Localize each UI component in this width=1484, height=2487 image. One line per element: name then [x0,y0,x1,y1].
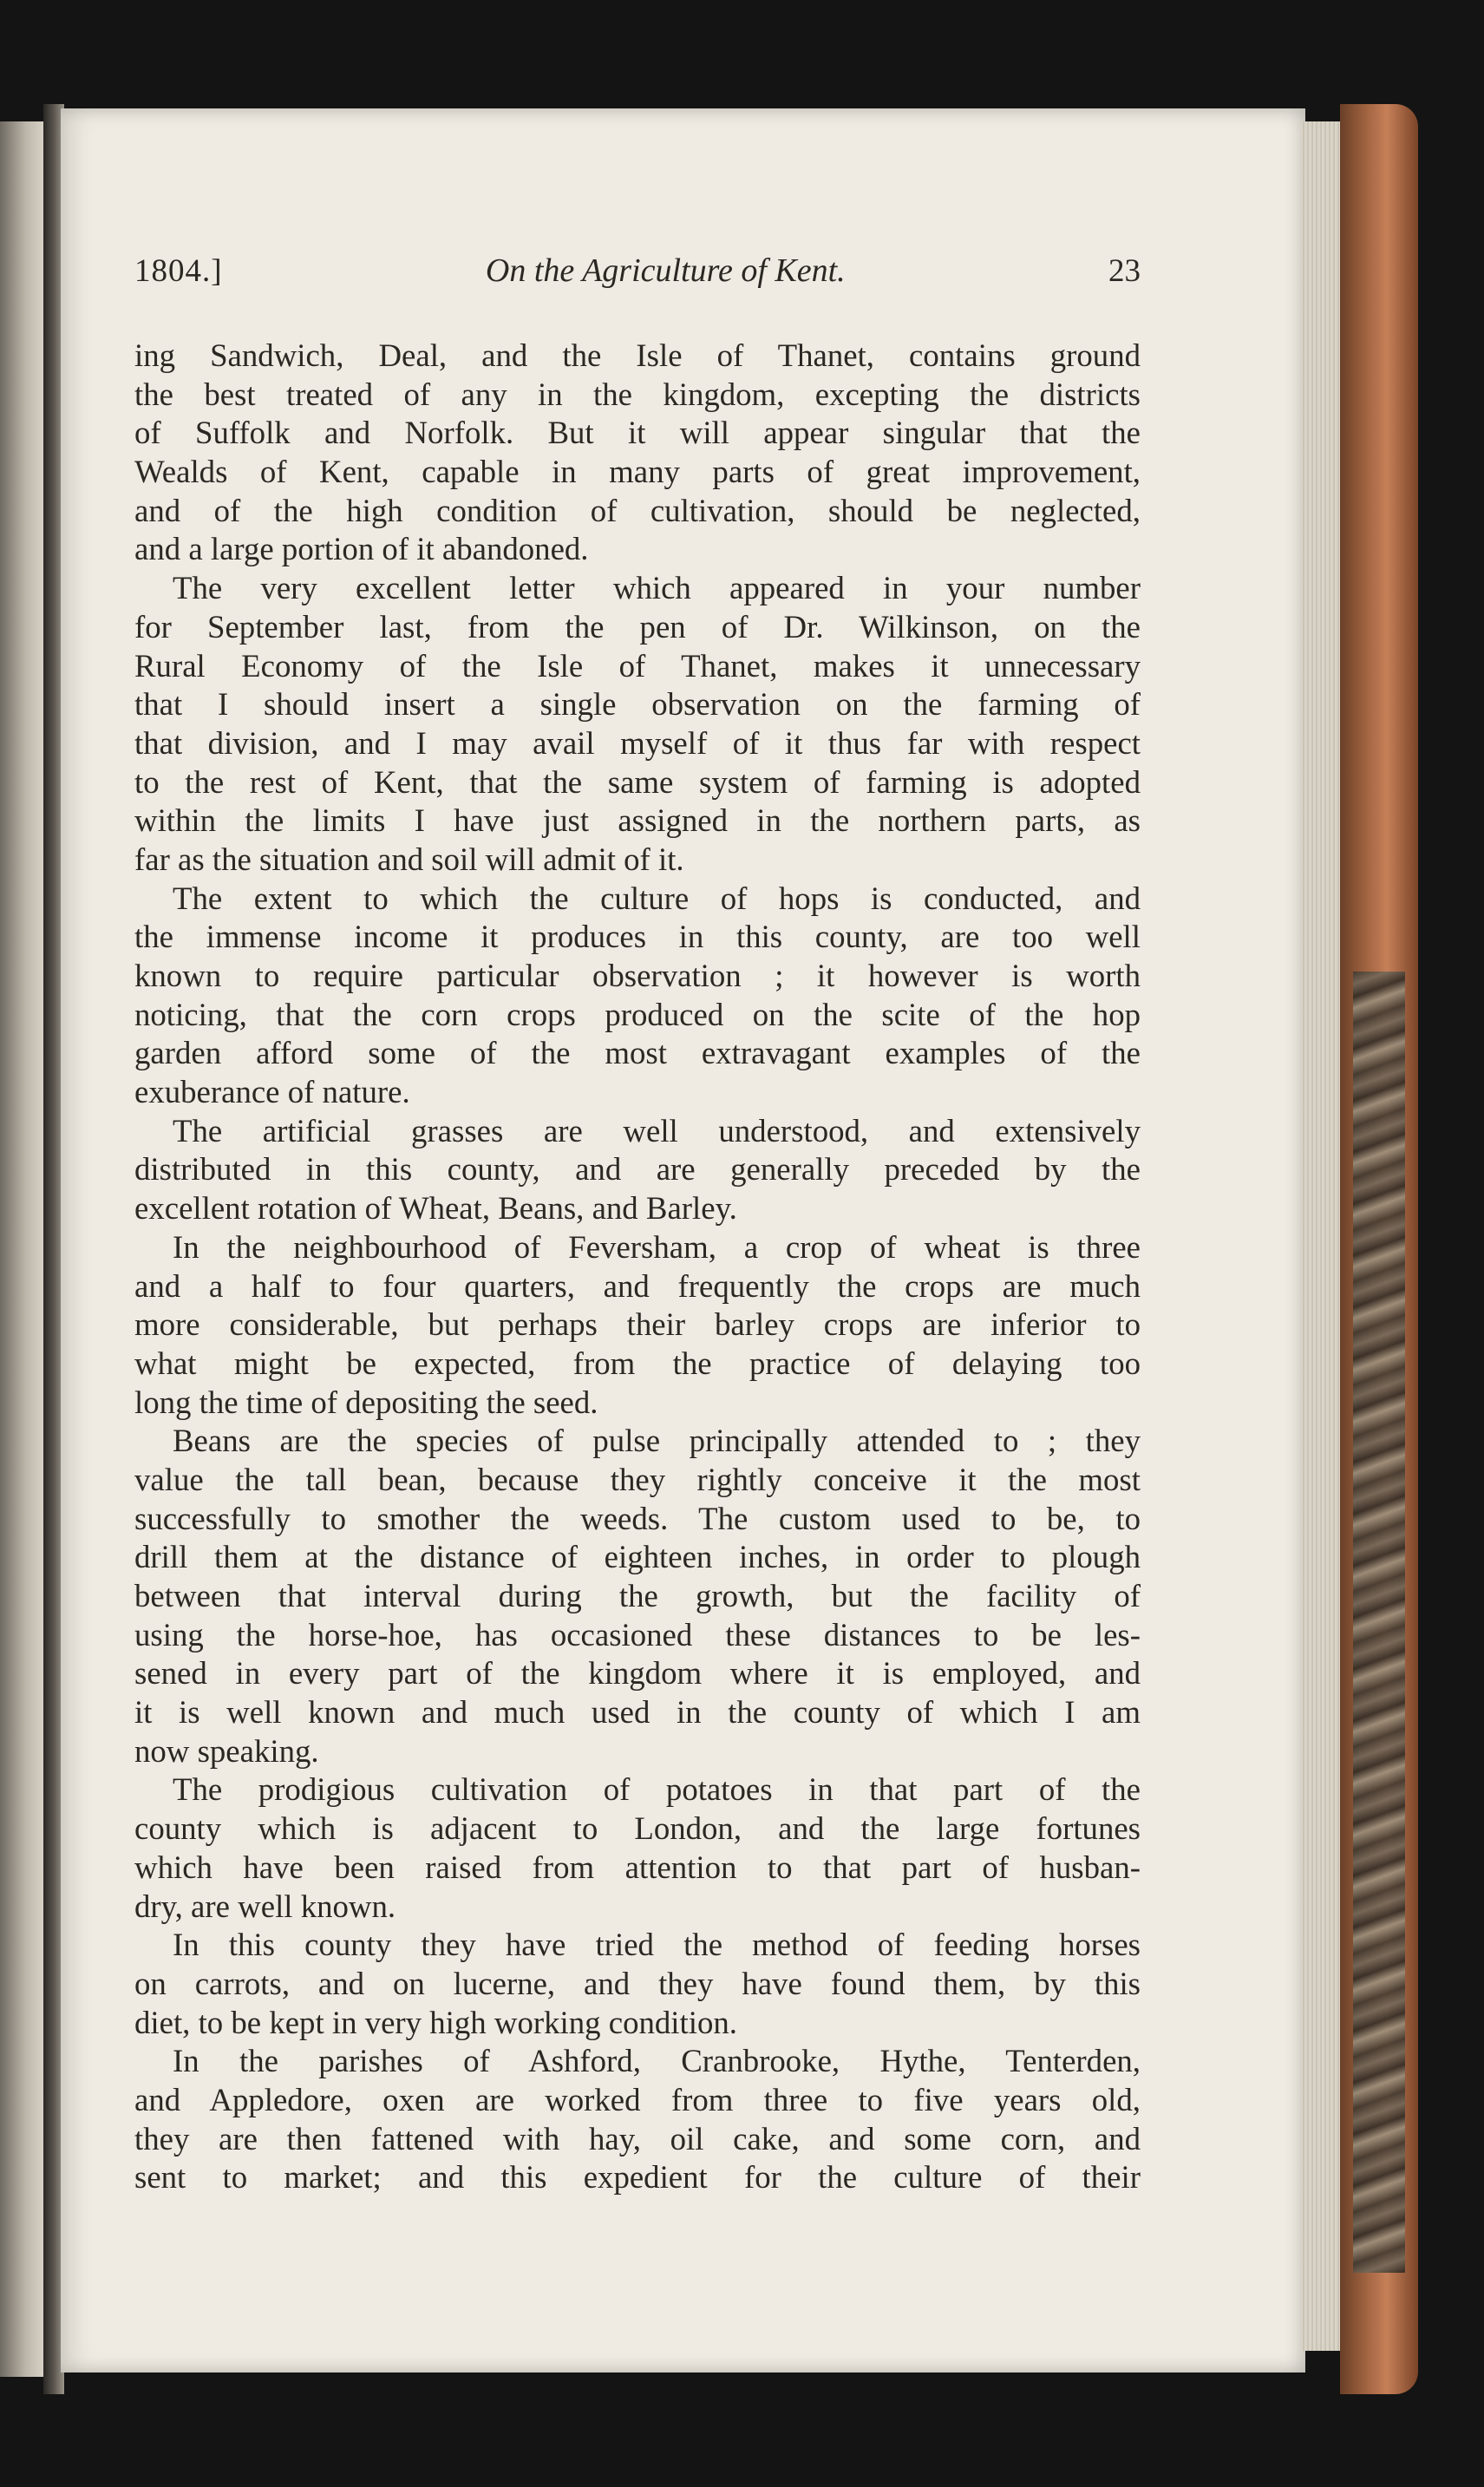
text-line: sened in every part of the kingdom where it is employed, and [134,1655,1141,1692]
text-line: excellent rotation of Wheat, Beans, and Barley. [134,1190,737,1227]
text-line: Rural Economy of the Isle of Thanet, makes it unnecessary [134,647,1141,684]
text-line: drill them at the distance of eighteen inches, in order to plough [134,1539,1141,1575]
text-line: sent to market; and this expedient for the culture of their [134,2159,1141,2196]
text-line: and Appledore, oxen are worked from three to five years old, [134,2081,1141,2117]
text-line: known to require particular observation ; it however is worth [134,958,1141,993]
text-line: the immense income it produces in this county, are too well [134,919,1141,955]
text-line: that I should insert a single observation on the farming of [134,686,1141,723]
text-line: long the time of depositing the seed. [134,1384,598,1420]
text-line: they are then fattened with hay, oil cake, and some corn, and [134,2120,1141,2156]
text-line: dry, are well known. [134,1888,396,1924]
text-line: using the horse-hoe, has occasioned these distances to be les- [134,1616,1141,1653]
text-line: that division, and I may avail myself of it thus far with respect [134,724,1141,761]
text-line: The artificial grasses are well understood, and extensively [173,1112,1141,1149]
text-line: ing Sandwich, Deal, and the Isle of Thanet, contains ground [134,337,1141,373]
marbled-endpaper [1353,972,1405,2273]
body-text [134,337,1141,2197]
text-line: diet, to be kept in very high working condition. [134,2004,737,2040]
text-line: more considerable, but perhaps their barley crops are inferior to [134,1306,1141,1343]
text-line: which have been raised from attention to that part of husban- [134,1849,1141,1885]
text-line: and a half to four quarters, and frequently the crops are much [134,1267,1141,1304]
running-header [134,252,1141,312]
running-title: On the Agriculture of Kent. [485,252,846,289]
text-line: within the limits I have just assigned in the northern parts, as [134,802,1141,839]
text-line: it is well known and much used in the county of which I am [134,1694,1141,1731]
text-line: between that interval during the growth, but the facility of [134,1578,1141,1613]
page-number: 23 [1108,253,1141,289]
header-year: 1804.] [134,253,223,289]
left-page-edge [0,121,43,2377]
text-line: of Suffolk and Norfolk. But it will appear singular that the [134,415,1141,451]
text-line: value the tall bean, because they rightly conceive it the most [134,1461,1141,1497]
text-line: far as the situation and soil will admit of it. [134,841,684,877]
text-line: and a large portion of it abandoned. [134,531,589,567]
text-line: The very excellent letter which appeared in your number [173,570,1141,606]
text-line: Wealds of Kent, capable in many parts of great improvement, [134,454,1141,490]
page-edges [1301,121,1344,2351]
text-line: In this county they have tried the method of feeding horses [173,1927,1141,1963]
text-line: successfully to smother the weeds. The custom used to be, to [134,1500,1141,1536]
text-line: and of the high condition of cultivation, should be neglected, [134,492,1141,528]
text-line: noticing, that the corn crops produced on the scite of the hop [134,996,1141,1032]
text-line: what might be expected, from the practice of delaying too [134,1345,1141,1381]
page-text-block [134,252,1141,2197]
text-line: to the rest of Kent, that the same system of farming is adopted [134,763,1141,800]
text-line: the best treated of any in the kingdom, excepting the districts [134,376,1141,412]
text-line: garden afford some of the most extravagant examples of the [134,1035,1141,1071]
text-line: county which is adjacent to London, and the large fortunes [134,1810,1141,1847]
text-line: In the neighbourhood of Feversham, a crop of wheat is three [173,1228,1141,1265]
text-line: In the parishes of Ashford, Cranbrooke, Hythe, Tenterden, [173,2043,1141,2079]
text-line: on carrots, and on lucerne, and they have found them, by this [134,1965,1141,2001]
text-line: The extent to which the culture of hops is conducted, and [173,880,1141,916]
text-line: exuberance of nature. [134,1074,410,1110]
text-line: distributed in this county, and are generally preceded by the [134,1151,1141,1188]
text-line: The prodigious cultivation of potatoes in that part of the [173,1771,1141,1808]
text-line: for September last, from the pen of Dr. Wilkinson, on the [134,608,1141,645]
text-line: now speaking. [134,1732,319,1769]
text-line: Beans are the species of pulse principally attended to ; they [173,1423,1141,1459]
